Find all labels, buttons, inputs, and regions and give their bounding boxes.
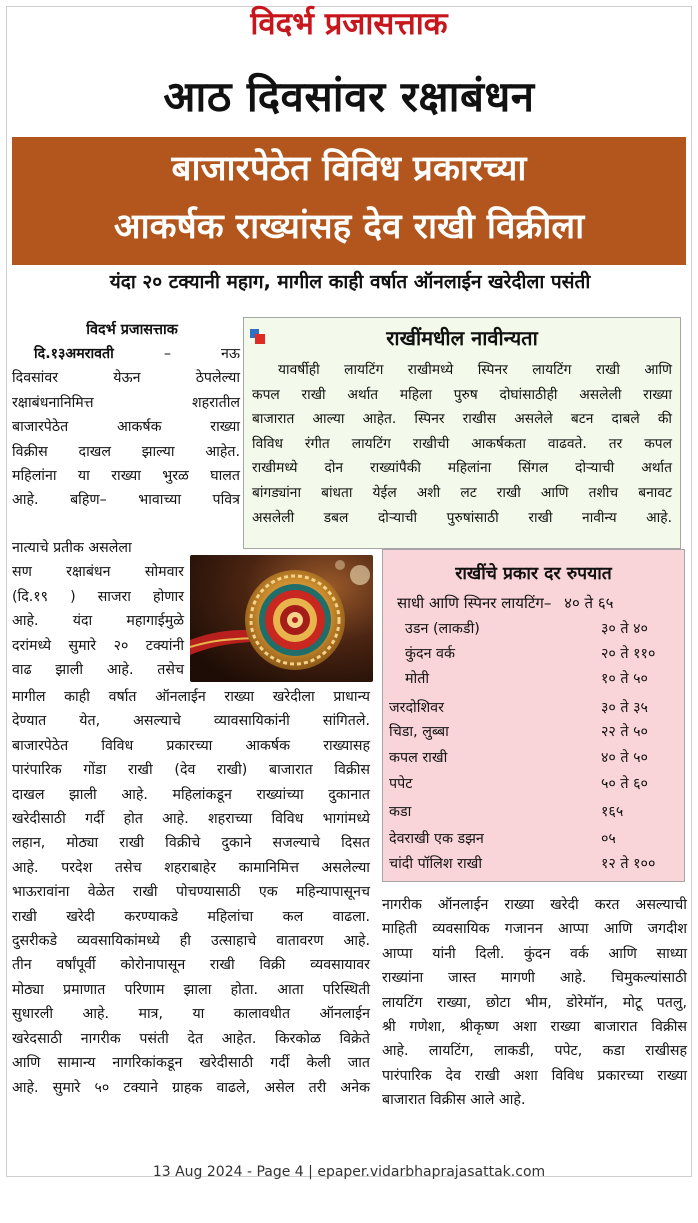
rate-value: ३० ते ४० bbox=[601, 621, 648, 637]
banner-line-1: बाजारपेठेत विविध प्रकारच्या bbox=[171, 149, 527, 189]
rate-value: १६५ bbox=[601, 804, 624, 820]
novelty-line: यावर्षीही लायटिंग राखीमध्ये स्पिनर लायटिंग राखी आणि bbox=[278, 362, 672, 378]
rate-name: साधी आणि स्पिनर लायटिंग– bbox=[397, 594, 552, 612]
novelty-line: विविध रंगीत लायटिंग राखीची आकर्षकता वाढवते. तर कपल bbox=[252, 435, 672, 452]
rate-name: कडा bbox=[389, 804, 412, 820]
article-line: आहे. सुमारे ५० टक्याने ग्राहक वाढले, असेल तरी अनेक bbox=[12, 1079, 370, 1096]
novelty-line: बाजारात आल्या आहेत. स्पिनर राखीस असलेले बटन दाबले की bbox=[252, 411, 672, 428]
article-line: माहिती व्यवसायिक गजानन आप्पा आणि जगदीश bbox=[382, 921, 687, 938]
rate-name: कपल राखी bbox=[389, 750, 448, 766]
article-line: (दि.१९ ) साजरा होणार bbox=[12, 588, 184, 605]
rate-value: २२ ते ५० bbox=[601, 724, 648, 740]
article-line: रक्षाबंधनानिमित्त शहरातील bbox=[12, 394, 240, 411]
rates-box-title: राखींचे प्रकार दर रुपयात bbox=[455, 564, 612, 584]
rate-value: १० ते ५० bbox=[601, 671, 648, 687]
rate-value: ४० ते ६५ bbox=[564, 594, 614, 612]
article-line: दुसरीकडे व्यवसायिकांमध्ये ही उत्साहाचे वातावरण आहे. bbox=[12, 933, 370, 950]
rate-value: ५० ते ६० bbox=[601, 776, 648, 792]
rate-value: ३० ते ३५ bbox=[601, 700, 648, 716]
rate-row bbox=[389, 642, 681, 666]
rates-box bbox=[382, 549, 685, 882]
article-line: लायटिंग राख्या, छोटा भीम, डोरेमॉन, मोटू पतलु, bbox=[382, 994, 687, 1011]
novelty-box-title: राखींमधील नावीन्यता bbox=[386, 326, 538, 350]
article-line: बाजारात विक्रीस आले आहे. bbox=[382, 1092, 526, 1109]
article-line: आहे. लायटिंग, लाकडी, पपेट, कडा राखीसह bbox=[382, 1043, 687, 1060]
rate-row bbox=[389, 617, 681, 641]
novelty-box bbox=[243, 317, 681, 549]
article-line: श्री गणेशा, श्रीकृष्ण अशा राख्या बाजारात विक्रीस bbox=[382, 1019, 687, 1036]
article-line: वाढ झाली आहे. तसेच bbox=[12, 662, 184, 679]
novelty-line: कपल राखी अर्थात महिला पुरुष दोघांसाठीही असलेली राख्या bbox=[252, 386, 672, 403]
headline: आठ दिवसांवर रक्षाबंधन bbox=[163, 72, 535, 121]
article-line: राख्यांना जास्त मागणी आहे. चिमुकल्यांसाठी bbox=[382, 970, 687, 987]
article-line: नागरीक ऑनलाईन राख्या खरेदी करत असल्याची bbox=[382, 897, 687, 913]
rates-first-row bbox=[397, 590, 687, 616]
rate-name: चिडा, लुब्बा bbox=[389, 724, 449, 740]
article-line: आणि सामान्य नागरिकांकडून खरेदीसाठी गर्दी केली जात bbox=[12, 1055, 370, 1072]
article-line: बाजारपेठेत विविध प्रकारच्या आकर्षक राख्यासह bbox=[12, 737, 370, 754]
rate-value: ०५ bbox=[601, 831, 616, 847]
rate-name: मोती bbox=[405, 671, 430, 687]
article-line: सण रक्षाबंधन सोमवार bbox=[12, 564, 184, 581]
banner-line-2: आकर्षक राख्यांसह देव राखी विक्रीला bbox=[113, 207, 585, 247]
article-line: महिलांना या राख्या भुरळ घालत bbox=[12, 468, 240, 485]
article-line: पारंपारिक गोंडा राखी (देव राखी) बाजारात विक्रीस bbox=[12, 762, 370, 779]
article-line-text: – नऊ bbox=[163, 346, 240, 362]
article-line: सुधारली आहे. मात्र, या कालावधीत ऑनलाईन bbox=[12, 1006, 370, 1023]
article-line: खरेदीसाठी गर्दी होत आहे. शहराच्या विविध भागांमध्ये bbox=[12, 811, 370, 828]
article-line: पारंपारिक देव राखी अशा विविध प्रकारच्या राख्या bbox=[382, 1067, 687, 1084]
page-footer: 13 Aug 2024 - Page 4 | epaper.vidarbhaprajasattak.com bbox=[152, 1164, 546, 1180]
article-line: खरेदसाठी नागरीक पसंती देत आहेत. किरकोळ विक्रेते bbox=[12, 1030, 370, 1047]
rate-row bbox=[389, 800, 681, 824]
article-line: दरांमध्ये सुमारे २० टक्यांनी bbox=[12, 637, 184, 654]
article-line: आहे. यंदा महागाईमुळे bbox=[12, 613, 184, 630]
article-line: बाजारपेठेत आकर्षक राख्या bbox=[12, 419, 240, 436]
rakhi-photo bbox=[190, 555, 373, 682]
rate-name: देवराखी एक डझन bbox=[389, 831, 484, 847]
article-right-column bbox=[382, 893, 687, 1113]
article-left-column bbox=[12, 318, 240, 513]
rate-row bbox=[389, 696, 681, 720]
rate-value: २० ते ११० bbox=[601, 646, 656, 662]
byline: विदर्भ प्रजासत्ताक bbox=[86, 322, 178, 338]
novelty-line: असलेली डबल दोऱ्याची पुरुषांसाठी राखी नावीन्य आहे. bbox=[252, 509, 672, 526]
article-line: लहान, मोठ्या राखी विक्रीचे दुकाने सजल्याचे दिसत bbox=[12, 835, 370, 852]
rate-value: ४० ते ५० bbox=[601, 750, 648, 766]
rate-row bbox=[389, 852, 681, 876]
article-line: आप्पा यांनी दिली. कुंदन वर्क आणि साध्या bbox=[382, 945, 687, 962]
article-line: राखी खरेदी करण्याकडे महिलांचा कल वाढला. bbox=[12, 908, 370, 925]
rate-name: कुंदन वर्क bbox=[405, 646, 455, 662]
rate-name: जरदोशिवर bbox=[389, 700, 444, 716]
article-line: भाऊरावांना वेळेत राखी पोचण्यासाठी एक महिन्यापासूनच bbox=[12, 884, 370, 901]
subheadline: यंदा २० टक्यानी महाग, मागील काही वर्षात ऑनलाईन खरेदीला पसंती bbox=[109, 271, 591, 293]
article-wide-column bbox=[12, 685, 370, 1100]
rate-row bbox=[389, 746, 681, 770]
article-line: तीन वर्षांपूर्वी कोरोनापासून राखी विक्री व्यवसायावर bbox=[12, 957, 370, 974]
article-line: मोठ्या प्रमाणात परिणाम झाला होता. आता परिस्थिती bbox=[12, 981, 370, 998]
article-line: विक्रीस दाखल झाल्या आहेत. bbox=[12, 443, 240, 460]
article-line: देण्यात येत, असल्याचे व्यावसायिकांनी सांगितले. bbox=[12, 713, 370, 730]
rate-value: १२ ते १०० bbox=[601, 856, 656, 872]
article-narrow-column bbox=[12, 536, 184, 682]
banner bbox=[12, 137, 686, 265]
rate-row bbox=[389, 667, 681, 691]
article-line: आहे. बहिण– भावाच्या पवित्र bbox=[12, 492, 240, 509]
article-line: दाखल झाली आहे. महिलांकडून राख्यांच्या दुकानात bbox=[12, 786, 370, 803]
rate-row bbox=[389, 720, 681, 744]
rate-name: उडन (लाकडी) bbox=[405, 621, 480, 637]
article-line: नात्याचे प्रतीक असलेला bbox=[12, 540, 132, 556]
article-line: दिवसांवर येऊन ठेपलेल्या bbox=[12, 370, 240, 387]
rate-name: चांदी पॉलिश राखी bbox=[389, 856, 483, 872]
novelty-line: राखीमध्ये दोन राख्यांपैकी महिलांना सिंगल दोऱ्याची अर्थात bbox=[252, 460, 672, 477]
masthead: विदर्भ प्रजासत्ताक bbox=[250, 6, 448, 42]
rate-name: पपेट bbox=[389, 776, 413, 792]
rate-row bbox=[389, 772, 681, 796]
dateline: दि.१३अमरावती bbox=[34, 346, 114, 362]
rakhi-image bbox=[190, 555, 373, 682]
article-line bbox=[12, 342, 240, 366]
novelty-line: बांगड्यांना बांधता येईल अशी लट राखी आणि तशीच बनावट bbox=[252, 484, 672, 501]
article-line: मागील काही वर्षात ऑनलाईन राख्या खरेदीला प्राधान्य bbox=[12, 689, 370, 705]
novelty-box-text bbox=[252, 358, 672, 530]
rate-row bbox=[389, 827, 681, 851]
article-line: आहे. परदेश तसेच शहराबाहेर कामानिमित्त असलेल्या bbox=[12, 859, 370, 876]
